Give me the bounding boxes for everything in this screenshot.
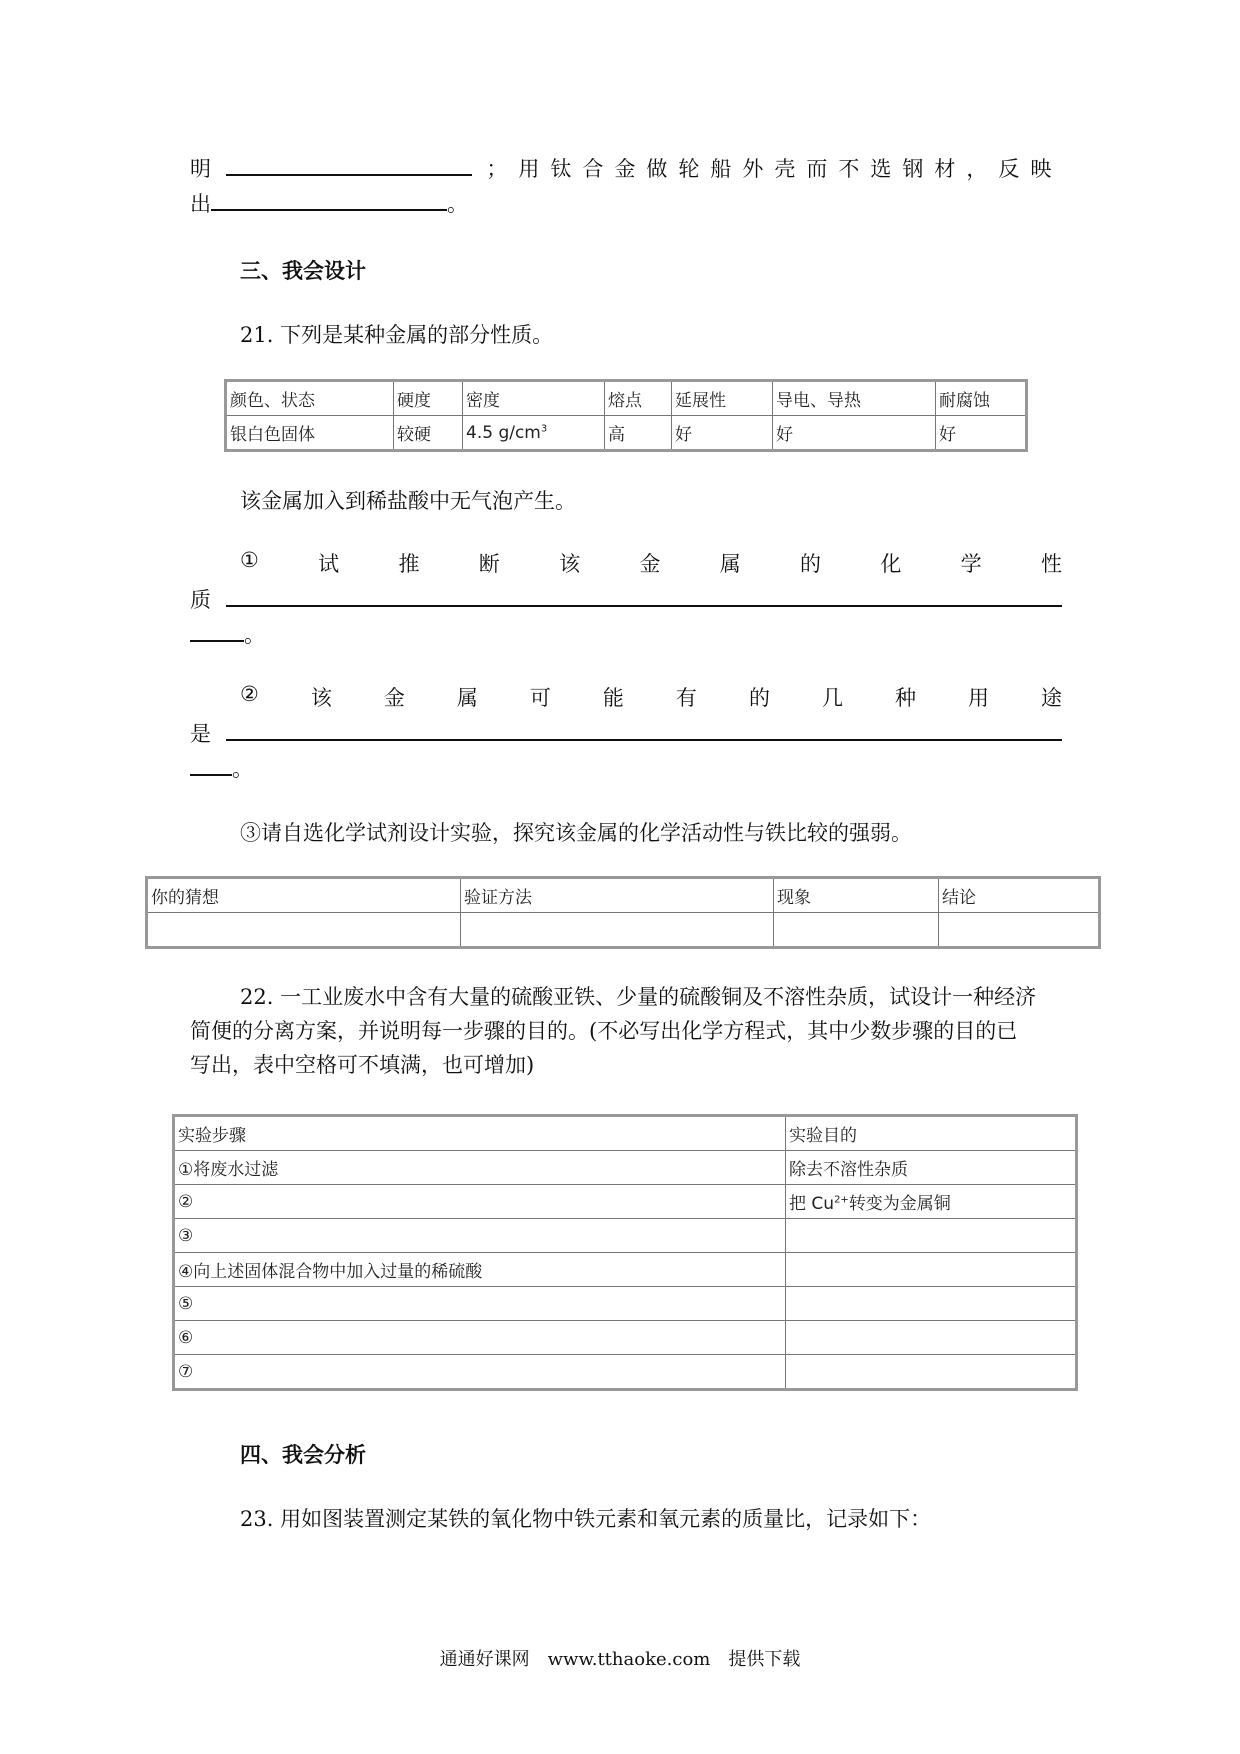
table-cell: 银白色固体 [226, 416, 394, 451]
step-cell[interactable]: ③ [174, 1219, 786, 1253]
table-row [174, 1219, 1077, 1253]
header-cell: 实验步骤 [174, 1116, 786, 1151]
table-row [174, 1151, 1077, 1185]
step-cell: ④向上述固体混合物中加入过量的稀硫酸 [174, 1253, 786, 1287]
header-cell: 实验目的 [786, 1116, 1077, 1151]
step-cell[interactable]: ⑥ [174, 1321, 786, 1355]
header-cell: 耐腐蚀 [936, 381, 1027, 416]
q21-intro: 21. 下列是某种金属的部分性质。 [240, 323, 554, 347]
metal-properties-table [224, 379, 1028, 452]
q20-line2: 出 。 [190, 187, 468, 221]
header-cell: 现象 [774, 878, 939, 913]
table-header-row [147, 878, 1100, 913]
header-cell: 硬度 [394, 381, 463, 416]
table-cell: 4.5 $g/cm^3$ [463, 416, 605, 451]
header-cell: 颜色、状态 [226, 381, 394, 416]
header-cell: 结论 [939, 878, 1100, 913]
q20-line1: 明 ；用钛合金做轮船外壳而不选钢材，反映 [190, 152, 1062, 186]
purpose-cell[interactable] [786, 1219, 1077, 1253]
separation-plan-table [172, 1114, 1078, 1391]
answer-blank[interactable] [226, 717, 1062, 741]
header-cell: 密度 [463, 381, 605, 416]
q21-item2-line1: ② 该 金 属 可 能 有 的 几 种 用 途 [240, 682, 1062, 710]
table-row[interactable] [147, 913, 1100, 948]
step-cell[interactable]: ⑤ [174, 1287, 786, 1321]
header-cell: 熔点 [605, 381, 672, 416]
table-cell[interactable] [461, 913, 774, 948]
q21-item1-line3: 。 [190, 618, 265, 652]
purpose-cell[interactable] [786, 1253, 1077, 1287]
answer-blank[interactable] [211, 187, 447, 211]
purpose-cell[interactable] [786, 1321, 1077, 1355]
step-cell[interactable]: ② [174, 1185, 786, 1219]
table-cell[interactable] [147, 913, 461, 948]
answer-blank[interactable] [190, 752, 232, 776]
section-title-4: 四、我会分析 [240, 1443, 366, 1467]
step-cell[interactable]: ⑦ [174, 1355, 786, 1390]
table-cell: 较硬 [394, 416, 463, 451]
table-row [174, 1185, 1077, 1219]
header-cell: 你的猜想 [147, 878, 461, 913]
answer-blank[interactable] [226, 583, 1062, 607]
q22-line1: 22. 一工业废水中含有大量的硫酸亚铁、少量的硫酸铜及不溶性杂质，试设计一种经济 [240, 985, 1037, 1009]
table-row [226, 416, 1027, 451]
experiment-design-table [145, 876, 1101, 949]
table-cell[interactable] [774, 913, 939, 948]
header-cell: 验证方法 [461, 878, 774, 913]
table-cell: 高 [605, 416, 672, 451]
table-row [174, 1321, 1077, 1355]
q21-note: 该金属加入到稀盐酸中无气泡产生。 [240, 489, 576, 513]
q21-item1-line1: ① 试 推 断 该 金 属 的 化 学 性 [240, 548, 1062, 576]
header-cell: 导电、导热 [773, 381, 936, 416]
table-row [174, 1355, 1077, 1390]
q22-line3: 写出，表中空格可不填满，也可增加) [190, 1053, 535, 1077]
table-cell[interactable] [939, 913, 1100, 948]
answer-blank[interactable] [190, 618, 244, 642]
purpose-cell[interactable] [786, 1355, 1077, 1390]
q21-item1-line2: 质 [190, 583, 1062, 617]
step-cell: ①将废水过滤 [174, 1151, 786, 1185]
q21-item3: ③请自选化学试剂设计实验，探究该金属的化学活动性与铁比较的强弱。 [240, 821, 912, 845]
purpose-cell: 除去不溶性杂质 [786, 1151, 1077, 1185]
table-header-row [174, 1116, 1077, 1151]
table-cell: 好 [672, 416, 773, 451]
purpose-cell: 把 $Cu^{2+}$转变为金属铜 [786, 1185, 1077, 1219]
header-cell: 延展性 [672, 381, 773, 416]
table-cell: 好 [773, 416, 936, 451]
page-footer: 通通好课网 www.tthaoke.com 提供下载 [439, 1649, 801, 1670]
q23-intro: 23. 用如图装置测定某铁的氧化物中铁元素和氧元素的质量比，记录如下： [240, 1507, 932, 1531]
answer-blank[interactable] [226, 152, 472, 176]
q21-item2-line2: 是 [190, 717, 1062, 751]
table-row [174, 1287, 1077, 1321]
q22-line2: 简便的分离方案，并说明每一步骤的目的。(不必写出化学方程式，其中少数步骤的目的已 [190, 1019, 1018, 1043]
q21-item2-line3: 。 [190, 752, 253, 786]
section-title-3: 三、我会设计 [240, 259, 366, 283]
table-cell: 好 [936, 416, 1027, 451]
table-header-row [226, 381, 1027, 416]
table-row [174, 1253, 1077, 1287]
purpose-cell[interactable] [786, 1287, 1077, 1321]
